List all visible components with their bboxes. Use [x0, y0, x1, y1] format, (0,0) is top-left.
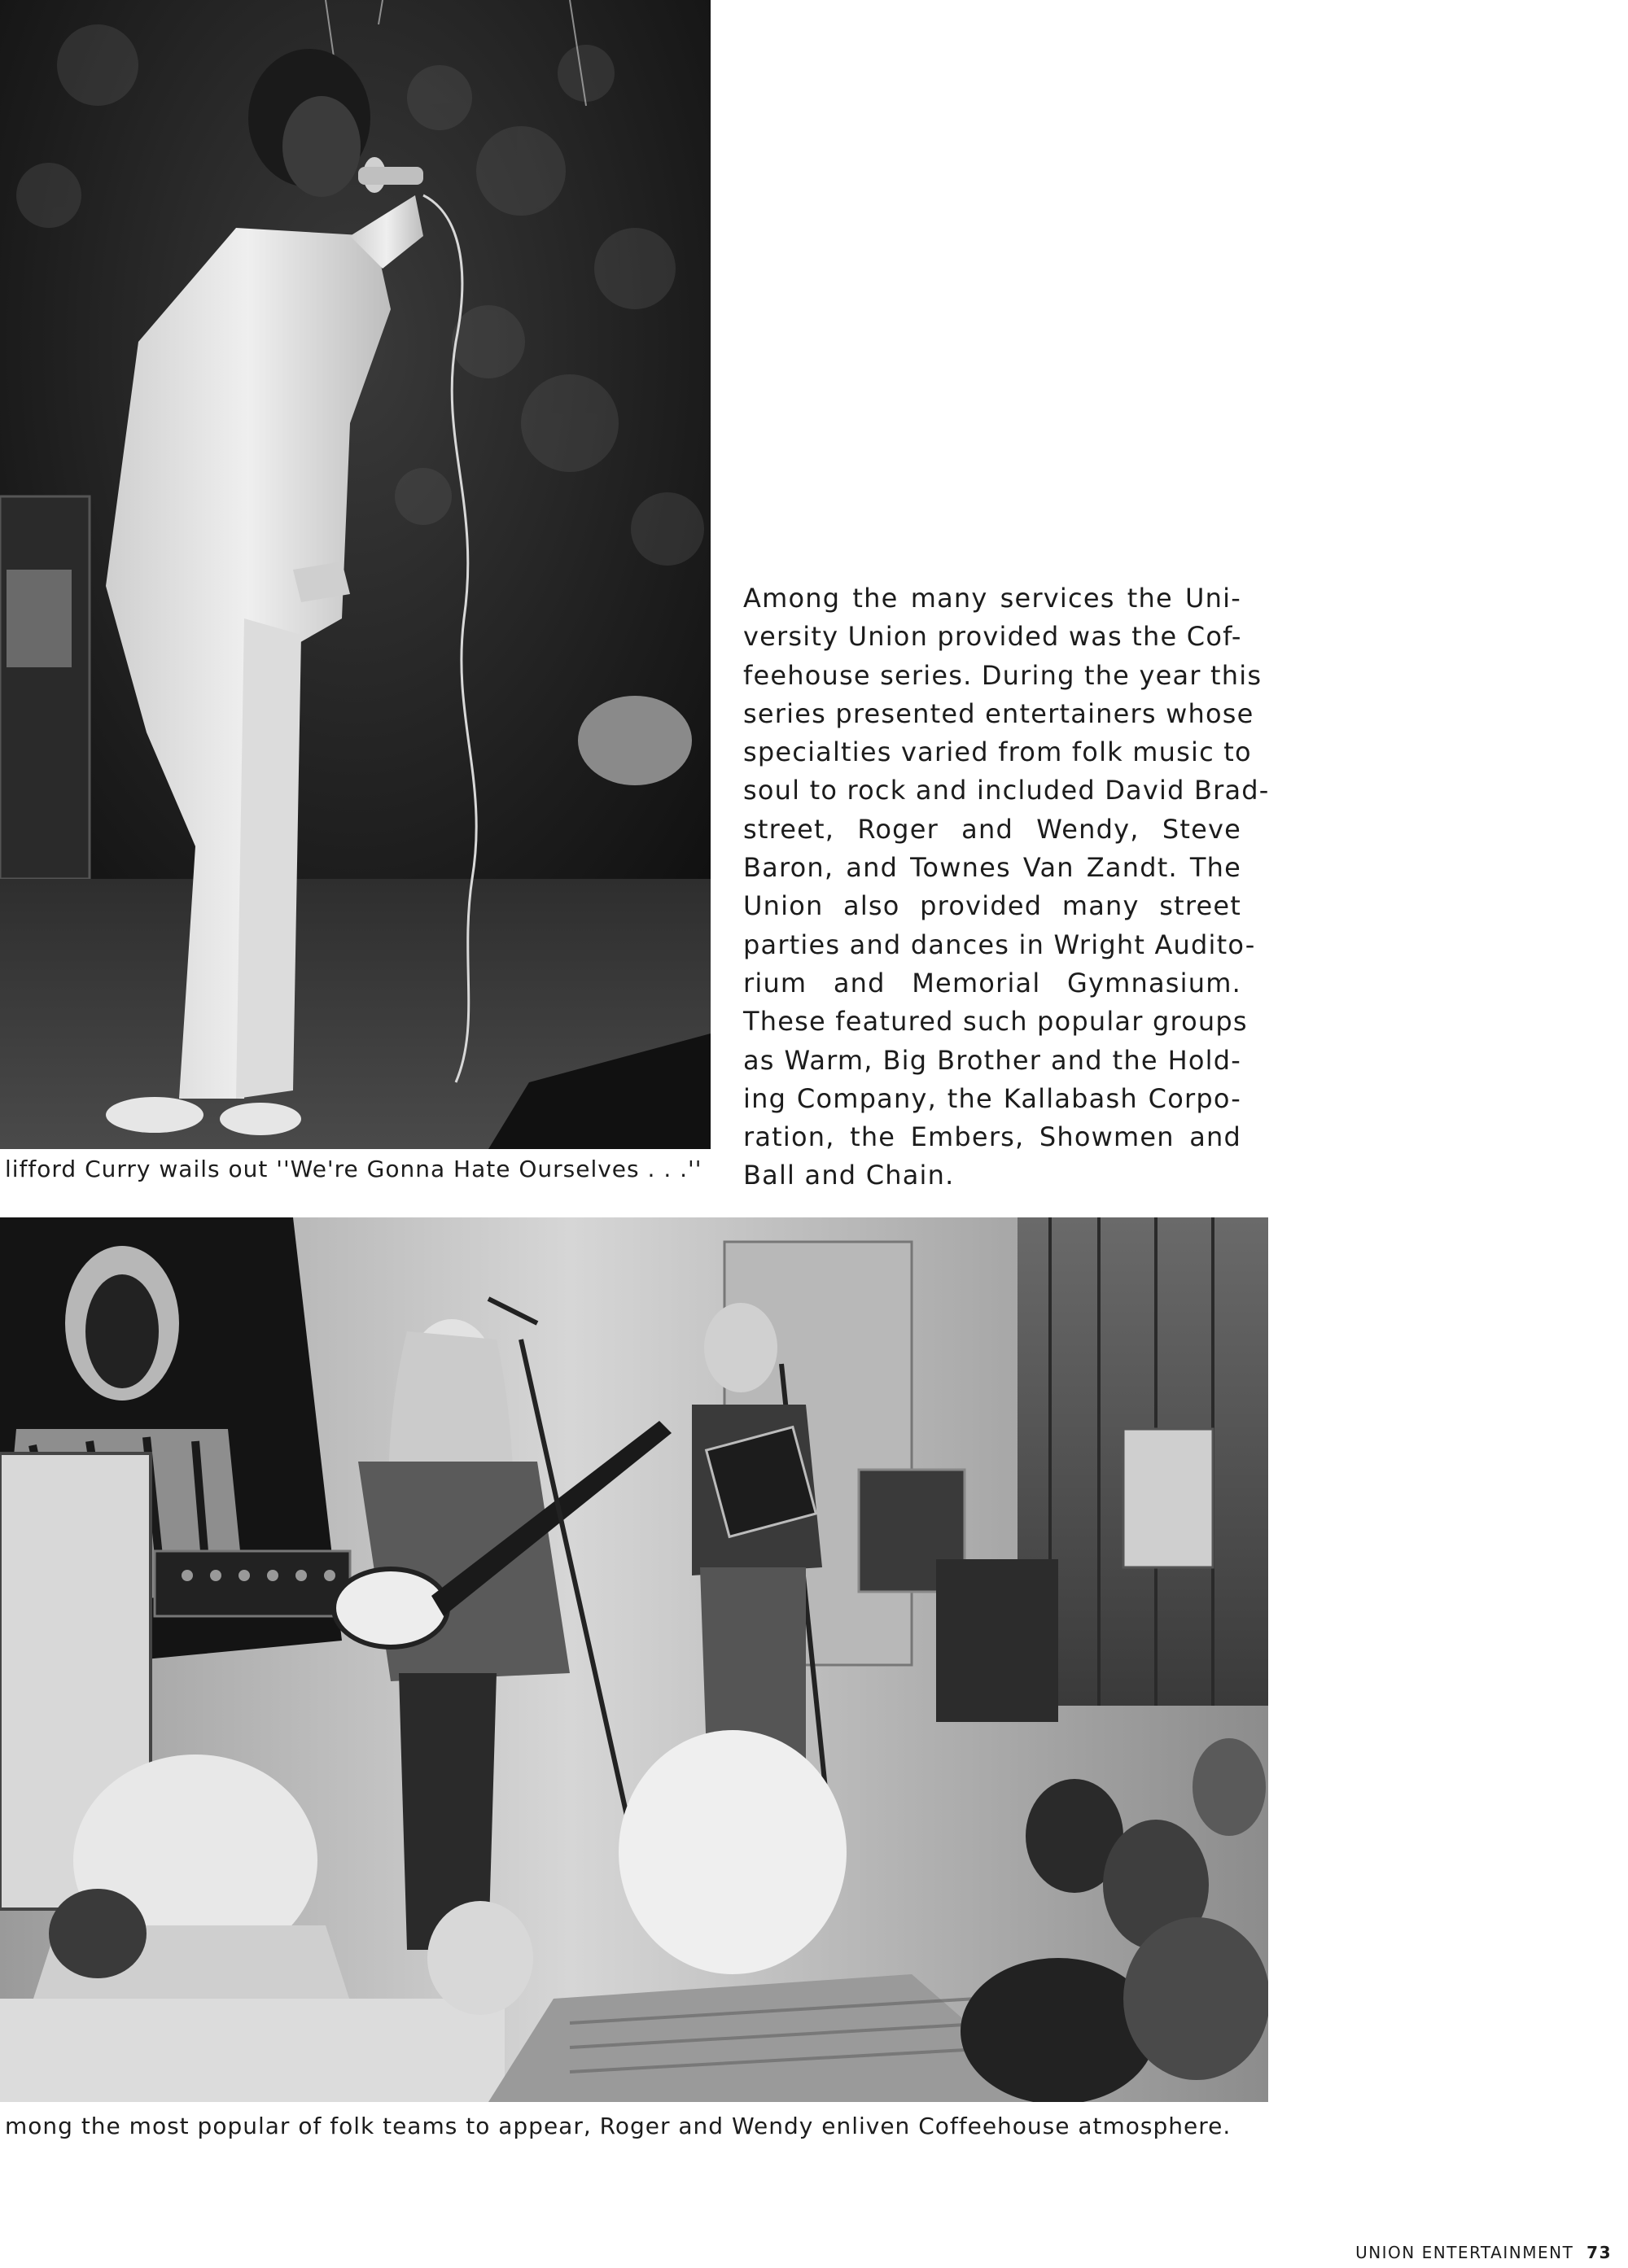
article-body: [743, 579, 1270, 1195]
article-line: ration, the Embers, Showmen and: [743, 1121, 1241, 1153]
section-title: UNION ENTERTAINMENT: [1355, 2243, 1574, 2262]
article-line: Baron, and Townes Van Zandt. The: [743, 852, 1241, 884]
article-line: Ball and Chain.: [743, 1160, 955, 1191]
folk-duo-photo: [0, 1217, 1268, 2102]
article-line: specialties varied from folk music to: [743, 736, 1252, 768]
article-line: street, Roger and Wendy, Steve: [743, 813, 1241, 845]
article-line: rium and Memorial Gymnasium.: [743, 967, 1241, 999]
page-footer: [1355, 2243, 1612, 2262]
article-line: soul to rock and included David Brad-: [743, 775, 1270, 806]
singer-photo: [0, 0, 711, 1149]
article-line: ing Company, the Kallabash Corpo-: [743, 1082, 1241, 1114]
article-line: versity Union provided was the Cof-: [743, 621, 1242, 653]
singer-photo-image: [0, 0, 711, 1149]
page-number: 73: [1586, 2243, 1612, 2262]
article-line: These featured such popular groups: [743, 1006, 1248, 1038]
article-line: parties and dances in Wright Audito-: [743, 929, 1256, 960]
article-line: Among the many services the Uni-: [743, 583, 1241, 614]
article-line: feehouse series. During the year this: [743, 659, 1263, 691]
singer-photo-caption: lifford Curry wails out ''We're Gonna Hate Ourselves . . .'': [5, 1156, 702, 1182]
folk-duo-photo-image: [0, 1217, 1268, 2102]
article-line: as Warm, Big Brother and the Hold-: [743, 1044, 1241, 1076]
article-line: series presented entertainers whose: [743, 697, 1254, 729]
folk-duo-photo-caption: mong the most popular of folk teams to appear, Roger and Wendy enliven Coffeehouse atmosphere.: [5, 2113, 1232, 2139]
article-line: Union also provided many street: [743, 890, 1241, 922]
